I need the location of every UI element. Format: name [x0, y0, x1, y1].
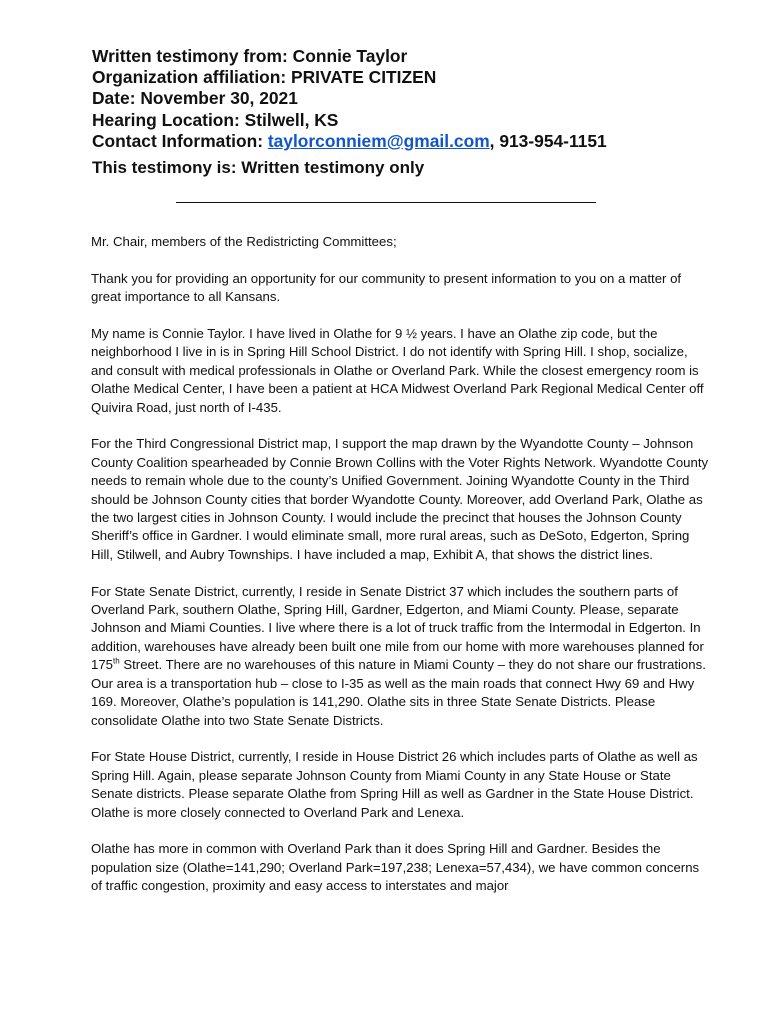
hearing-location-line: Hearing Location: Stilwell, KS — [92, 109, 339, 130]
senate-text-part2: Street. There are no warehouses of this nature in Miami County – they do not share our frustrations. Our area is a transportation hub – close to I-35 as well as the main roads that connect Hwy 69 and Hwy 169. Moreover, Olathe’s population is 141,290. Olathe sits in three State Senate Districts. Please consolidate Olathe into two State Senate Districts. — [91, 657, 706, 728]
paragraph-state-senate — [91, 583, 711, 730]
testimony-header — [92, 46, 732, 152]
paragraph-intro: Thank you for providing an opportunity for our community to present information to you on a matter of great importance to all Kansans. — [91, 270, 682, 305]
paragraph-congressional: For the Third Congressional District map, I support the map drawn by the Wyandotte County – Johnson County Coalition spearheaded by Connie Brown Collins with the Voter Rights Network. Wyandotte County needs to remain whole due to the county’s Unified Government. Joining Wyandotte County in the Third should be Johnson County cities that border Wyandotte County. Moreover, add Overland Park, Olathe as the two largest cities in Johnson County. I would include the precinct that houses the Johnson County Sheriff’s office in Gardner. I would eliminate small, more rural areas, such as DeSoto, Edgerton, Spring Hill, Stilwell, and Aubry Townships. I have included a map, Exhibit A, that shows the district lines. — [91, 436, 709, 562]
contact-email-link[interactable]: taylorconniem@gmail.com — [267, 130, 490, 151]
salutation: Mr. Chair, members of the Redistricting Committees; — [91, 234, 397, 249]
paragraph-residence: My name is Connie Taylor. I have lived in Olathe for 9 ½ years. I have an Olathe zip code, but the neighborhood I live in is in Spring Hill School District. I do not identify with Spring Hill. I shop, socialize, and consult with medical professionals in Olathe or Overland Park. While the closest emergency room is Olathe Medical Center, I have been a patient at HCA Midwest Overland Park Regional Medical Center off Quivira Road, just north of I-435. — [91, 326, 704, 415]
testimony-type-line: This testimony is: Written testimony only — [92, 158, 425, 177]
contact-phone: , 913-954-1151 — [489, 130, 607, 151]
contact-label: Contact Information: — [92, 130, 268, 151]
ordinal-superscript: th — [113, 656, 120, 666]
paragraph-olathe-comparison: Olathe has more in common with Overland Park than it does Spring Hill and Gardner. Besides the population size (Olathe=141,290; Overland Park=197,238; Lenexa=57,434), we have common concerns of traffic congestion, proximity and easy access to interstates and major — [91, 841, 700, 894]
senate-text-part1: For State Senate District, currently, I reside in Senate District 37 which includes the southern parts of Overland Park, southern Olathe, Spring Hill, Gardner, Edgerton, and Miami County. Please, separate Johnson and Miami Counties. I live where there is a lot of truck traffic from the Intermodal in Edgerton. In addition, warehouses have already been built one mile from our home with more warehouses planned for 175 — [91, 583, 704, 673]
date-line: Date: November 30, 2021 — [92, 88, 298, 109]
divider-line — [176, 202, 596, 203]
contact-line — [92, 131, 732, 152]
paragraph-state-house: For State House District, currently, I reside in House District 26 which includes parts of Olathe as well as Spring Hill. Again, please separate Johnson County from Miami County in any State House or State Senate districts. Please separate Olathe from Spring Hill as well as Gardner in the State House District. Olathe is more closely connected to Overland Park and Lenexa. — [91, 749, 698, 820]
organization-line: Organization affiliation: PRIVATE CITIZEN — [92, 67, 437, 88]
from-line: Written testimony from: Connie Taylor — [92, 46, 408, 66]
testimony-body — [91, 233, 711, 914]
